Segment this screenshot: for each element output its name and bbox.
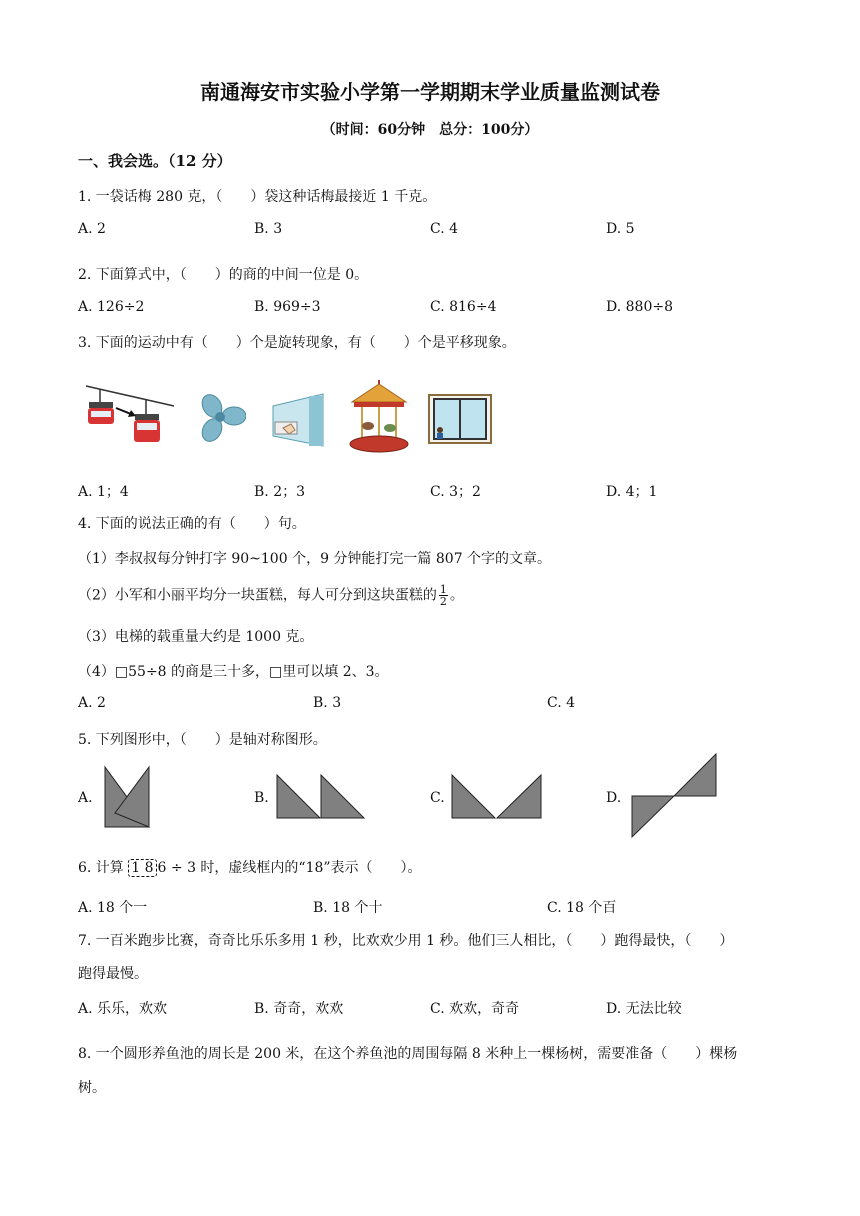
q7-option-d: D. 无法比较 <box>606 1001 682 1017</box>
q6-option-c: C. 18 个百 <box>547 900 617 916</box>
fraction-one-half <box>439 584 448 607</box>
question-8-line-1: 8. 一个圆形养鱼池的周长是 200 米，在这个养鱼池的周围每隔 8 米种上一棵杨树，需要准备（ ）棵杨 <box>78 1046 738 1062</box>
q4-statement-1: （1）李叔叔每分钟打字 90~100 个，9 分钟能打完一篇 807 个字的文章。 <box>78 551 552 567</box>
q2-option-b: B. 969÷3 <box>254 299 321 315</box>
q3-option-d: D. 4；1 <box>606 484 658 500</box>
shape-b <box>276 774 366 820</box>
q4-statement-2 <box>78 584 464 607</box>
window-image <box>428 394 492 444</box>
shape-d <box>630 753 720 839</box>
drawer-image <box>271 392 327 448</box>
question-6 <box>78 857 422 877</box>
q6-prefix: 6. 计算 <box>78 860 124 876</box>
q5-option-a: A. <box>78 790 93 806</box>
q3-option-a: A. 1；4 <box>78 484 129 500</box>
question-4: 4. 下面的说法正确的有（ ）句。 <box>78 516 306 532</box>
dashed-box-18: 1 8 <box>128 859 156 877</box>
q4-option-a: A. 2 <box>78 695 106 711</box>
shape-a <box>103 765 151 829</box>
q4-statement-2-text: （2）小军和小丽平均分一块蛋糕，每人可分到这块蛋糕的 <box>78 587 437 604</box>
question-1: 1. 一袋话梅 280 克，（ ）袋这种话梅最接近 1 千克。 <box>78 189 437 205</box>
q2-option-c: C. 816÷4 <box>430 299 497 315</box>
question-7-line-2: 跑得最慢。 <box>78 966 148 982</box>
q4-option-b: B. 3 <box>313 695 342 711</box>
q5-option-b: B. <box>254 790 269 806</box>
q3-option-b: B. 2；3 <box>254 484 306 500</box>
q3-option-c: C. 3；2 <box>430 484 481 500</box>
fraction-denominator: 2 <box>439 595 447 608</box>
q6-option-b: B. 18 个十 <box>313 900 383 916</box>
question-5: 5. 下列图形中，（ ）是轴对称图形。 <box>78 732 327 748</box>
cable-car-image <box>84 380 176 454</box>
q4-statement-3: （3）电梯的载重量大约是 1000 克。 <box>78 629 314 645</box>
q5-option-c: C. <box>430 790 445 806</box>
q6-suffix: 6 ÷ 3 时，虚线框内的“18”表示（ ）。 <box>157 860 422 876</box>
q4-option-c: C. 4 <box>547 695 576 711</box>
page-title: 南通海安市实验小学第一学期期末学业质量监测试卷 <box>200 80 660 104</box>
q1-option-c: C. 4 <box>430 221 459 237</box>
page-subtitle: （时间：60分钟 总分：100分） <box>321 122 539 138</box>
q1-option-b: B. 3 <box>254 221 283 237</box>
shape-c <box>451 774 543 820</box>
q2-option-a: A. 126÷2 <box>78 299 145 315</box>
q4-statement-2-end: 。 <box>449 587 464 604</box>
q7-option-c: C. 欢欢，奇奇 <box>430 1001 520 1017</box>
question-7-line-1: 7. 一百米跑步比赛，奇奇比乐乐多用 1 秒，比欢欢少用 1 秒。他们三人相比，（ ）跑得最快，（ ） <box>78 933 734 949</box>
q1-option-d: D. 5 <box>606 221 635 237</box>
question-2: 2. 下面算式中，（ ）的商的中间一位是 0。 <box>78 267 369 283</box>
section-heading: 一、我会选。（12 分） <box>78 152 232 170</box>
question-8-line-2: 树。 <box>78 1080 106 1096</box>
q7-option-b: B. 奇奇，欢欢 <box>254 1001 344 1017</box>
fraction-numerator: 1 <box>439 583 447 596</box>
q5-option-d: D. <box>606 790 622 806</box>
q7-option-a: A. 乐乐，欢欢 <box>78 1001 168 1017</box>
carousel-image <box>348 380 410 454</box>
q4-statement-4: （4）□55÷8 的商是三十多，□里可以填 2、3。 <box>78 664 389 680</box>
question-3: 3. 下面的运动中有（ ）个是旋转现象，有（ ）个是平移现象。 <box>78 335 516 351</box>
fan-image <box>196 392 246 444</box>
q6-option-a: A. 18 个一 <box>78 900 148 916</box>
q2-option-d: D. 880÷8 <box>606 299 673 315</box>
q1-option-a: A. 2 <box>78 221 106 237</box>
